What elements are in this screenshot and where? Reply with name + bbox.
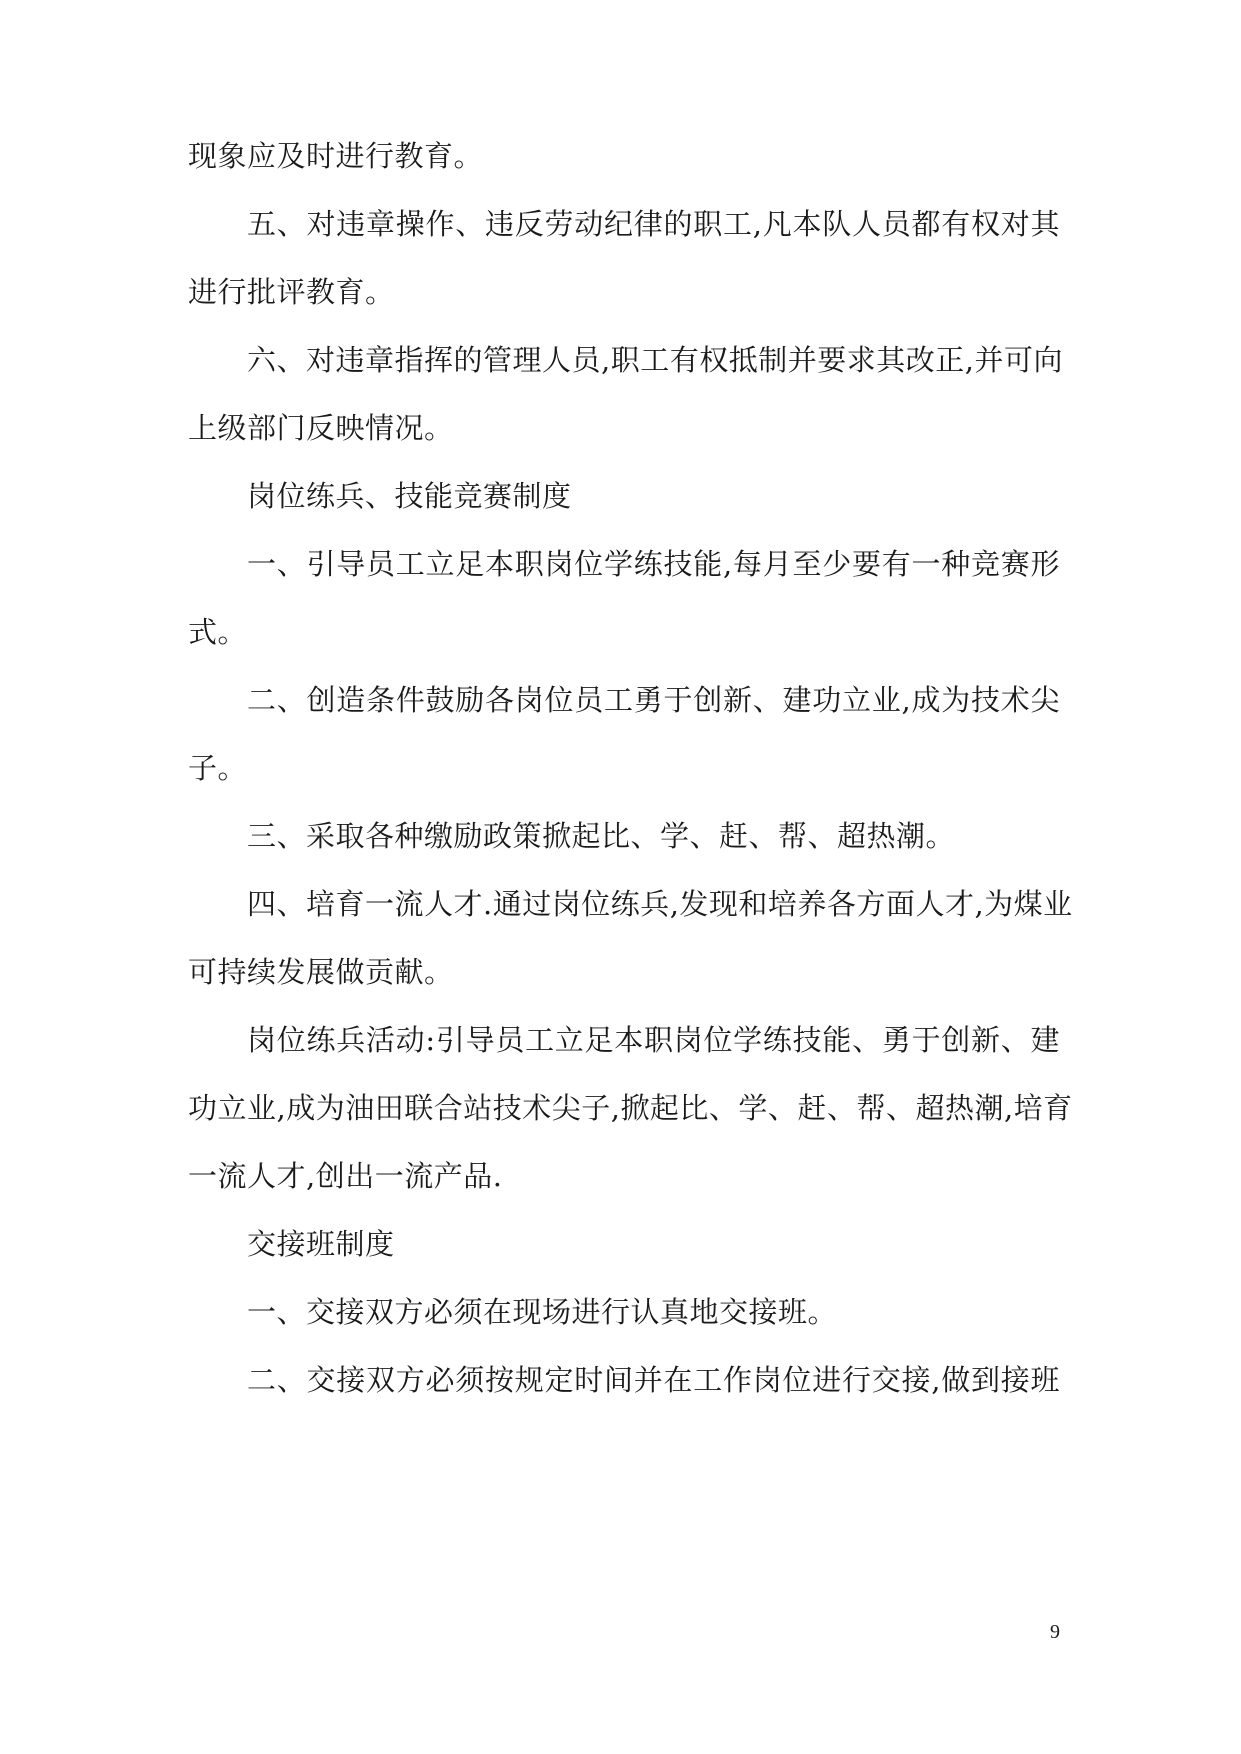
text-line: 上级部门反映情况。 (188, 411, 454, 445)
text-line: 二、创造条件鼓励各岗位员工勇于创新、建功立业,成为技术尖 (247, 683, 1060, 717)
text-line: 现象应及时进行教育。 (188, 139, 484, 173)
text-line: 一流人才,创出一流产品. (188, 1159, 503, 1193)
text-line: 式。 (188, 615, 248, 649)
section-heading: 交接班制度 (247, 1227, 395, 1261)
text-line: 进行批评教育。 (188, 275, 395, 309)
text-line: 四、培育一流人才.通过岗位练兵,发现和培养各方面人才,为煤业 (247, 887, 1073, 921)
text-line: 功立业,成为油田联合站技术尖子,掀起比、学、赶、帮、超热潮,培育 (188, 1091, 1073, 1125)
text-line: 岗位练兵活动:引导员工立足本职岗位学练技能、勇于创新、建 (247, 1023, 1060, 1057)
text-line: 五、对违章操作、违反劳动纪律的职工,凡本队人员都有权对其 (247, 207, 1060, 241)
page-number: 9 (1050, 1621, 1060, 1643)
text-line: 六、对违章指挥的管理人员,职工有权抵制并要求其改正,并可向 (247, 343, 1063, 377)
text-line: 三、采取各种缴励政策掀起比、学、赶、帮、超热潮。 (247, 819, 956, 853)
text-line: 一、交接双方必须在现场进行认真地交接班。 (247, 1295, 838, 1329)
section-heading: 岗位练兵、技能竞赛制度 (247, 479, 572, 513)
text-line: 一、引导员工立足本职岗位学练技能,每月至少要有一种竞赛形 (247, 547, 1060, 581)
text-line: 二、交接双方必须按规定时间并在工作岗位进行交接,做到接班 (247, 1363, 1060, 1397)
text-line: 可持续发展做贡献。 (188, 955, 454, 989)
text-line: 子。 (188, 751, 248, 785)
